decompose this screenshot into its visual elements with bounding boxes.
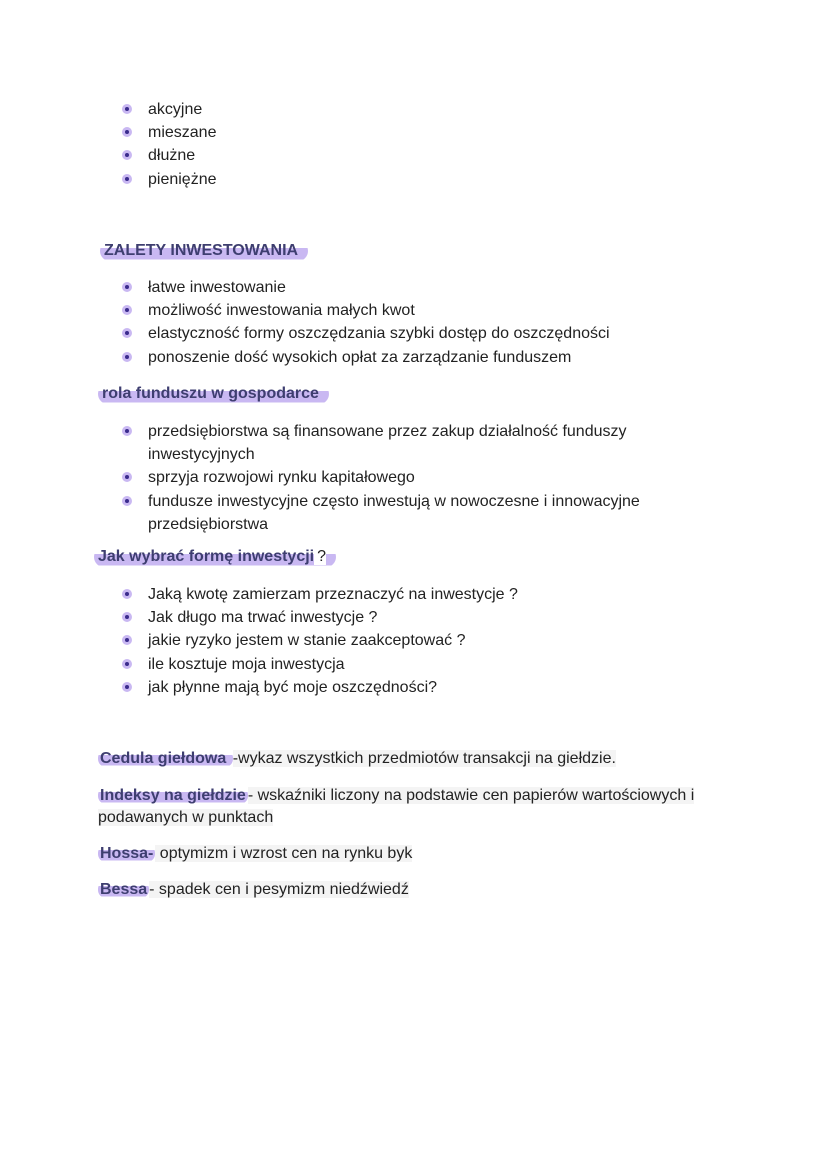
list-item: jak płynne mają być moje oszczędności?: [120, 676, 720, 699]
role-list: [120, 420, 680, 536]
bullet-icon: [122, 426, 132, 436]
definition-bessa: [98, 879, 738, 901]
bullet-icon: [122, 659, 132, 669]
definition-term: Indeksy na giełdzie: [100, 787, 246, 804]
choose-heading: Jak wybrać formę inwestycji ?: [94, 547, 336, 567]
definition-text: - spadek cen i pesymizm niedźwiedź: [149, 881, 409, 898]
fund-types-list: [120, 98, 720, 191]
definition-text: optymizm i wzrost cen na rynku byk: [155, 845, 413, 862]
definition-text: -wykaz wszystkich przedmiotów transakcji na giełdzie.: [232, 750, 616, 767]
bullet-icon: [122, 589, 132, 599]
definition-cedula: [98, 748, 738, 770]
bullet-icon: [122, 496, 132, 506]
list-item: możliwość inwestowania małych kwot: [120, 299, 720, 322]
definition-indeksy: [98, 785, 728, 829]
list-item: Jaką kwotę zamierzam przeznaczyć na inwestycje ?: [120, 583, 720, 606]
definition-term: Cedula giełdowa: [100, 750, 231, 767]
bullet-icon: [122, 328, 132, 338]
bullet-icon: [122, 472, 132, 482]
advantages-heading: ZALETY INWESTOWANIA: [100, 241, 308, 261]
role-heading: rola funduszu w gospodarce: [98, 384, 329, 404]
list-item: Jak długo ma trwać inwestycje ?: [120, 606, 720, 629]
list-item: dłużne: [120, 144, 720, 167]
list-item: ile kosztuje moja inwestycja: [120, 653, 720, 676]
bullet-icon: [122, 635, 132, 645]
bullet-icon: [122, 104, 132, 114]
definition-term: Bessa: [100, 881, 148, 898]
bullet-icon: [122, 127, 132, 137]
bullet-icon: [122, 305, 132, 315]
list-item: ponoszenie dość wysokich opłat za zarządzanie funduszem: [120, 346, 720, 369]
choose-list: [120, 583, 720, 699]
definition-term: Hossa-: [100, 845, 154, 862]
bullet-icon: [122, 682, 132, 692]
definition-text: - wskaźniki liczony na podstawie cen papierów wartościowych i podawanych w punktach: [98, 787, 695, 826]
advantages-list: [120, 276, 720, 369]
list-item: fundusze inwestycyjne często inwestują w nowoczesne i innowacyjne przedsiębiorstwa: [120, 490, 680, 536]
list-item: pieniężne: [120, 168, 720, 191]
bullet-icon: [122, 612, 132, 622]
list-item: mieszane: [120, 121, 720, 144]
definition-hossa: [98, 843, 738, 865]
list-item: przedsiębiorstwa są finansowane przez zakup działalność funduszy inwestycyjnych: [120, 420, 680, 466]
list-item: akcyjne: [120, 98, 720, 121]
list-item: jakie ryzyko jestem w stanie zaakceptować ?: [120, 629, 720, 652]
bullet-icon: [122, 174, 132, 184]
bullet-icon: [122, 150, 132, 160]
list-item: sprzyja rozwojowi rynku kapitałowego: [120, 466, 680, 489]
list-item: elastyczność formy oszczędzania szybki dostęp do oszczędności: [120, 322, 720, 345]
list-item: łatwe inwestowanie: [120, 276, 720, 299]
bullet-icon: [122, 352, 132, 362]
bullet-icon: [122, 282, 132, 292]
